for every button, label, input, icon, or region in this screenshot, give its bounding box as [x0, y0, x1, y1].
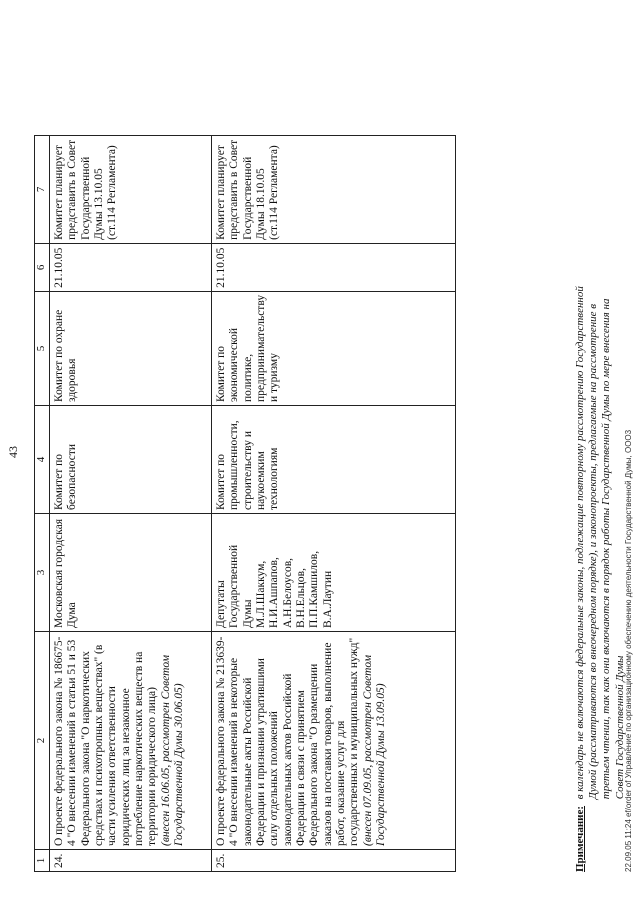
initiator-cell: Депутаты Государственной Думы М.Л.Шаккум, Н.И.Ашпапов, А.Н.Белоусов, В.Н.Ельцов, П.П.Камшилов, В.А.Лаутин — [212, 514, 456, 632]
table-row — [212, 135, 456, 871]
column-header: 4 — [35, 406, 50, 514]
main-committee-cell: Комитет по безопасности — [50, 406, 212, 514]
bill-status: (внесен 07.09.05, рассмотрен Советом Государственной Думы 13.09.05) — [361, 654, 387, 846]
table-header-row — [35, 135, 50, 871]
column-header: 1 — [35, 850, 50, 872]
column-header: 2 — [35, 632, 50, 850]
bill-title: О проекте федерального закона № 213639-4 "О внесении изменений в некоторые законодательные акты Российской Федерации и признании утратившими силу отдельных положений законодательных актов Российской Федерации в связи с принятием Федерального закона "О размещении заказов на поставки товаров, выполнение работ, оказание услуг для государственных и муниципальных нужд" — [215, 636, 361, 846]
footnote — [574, 22, 627, 872]
note-cell: Комитет планирует представить в Совет Государственной Думы 18.10.05 (ст.114 Регламента) — [212, 135, 456, 243]
column-header: 6 — [35, 243, 50, 291]
footnote-label: Примечание: — [574, 805, 586, 872]
agenda-table — [34, 135, 456, 872]
co-committee-cell: Комитет по экономической политике, предпринимательству и туризму — [212, 291, 456, 405]
column-header: 3 — [35, 514, 50, 632]
row-number: 25. — [212, 850, 456, 872]
footnote-text: в календарь не включаются федеральные законы, подлежащие повторному рассмотрению Государственной Думой (рассматриваются во внеочередном порядке), и законопроекты, предлагаемые на рассмотрение в третьем чтении, так как они включаются в порядок работы Государственной Думы по мере внесения на Совет Государственной Думы — [574, 286, 626, 800]
date-cell: 21.10.05 — [212, 243, 456, 291]
bill-cell — [50, 632, 212, 850]
row-number: 24. — [50, 850, 212, 872]
page-number: 43 — [6, 446, 20, 458]
main-committee-cell: Комитет по промышленности, строительству и наукоемким технологиям — [212, 406, 456, 514]
print-footer: 22.09.05 11:24 ef/order of Управление по организационному обеспечению деятельности Государственной Думы, ООО3 — [624, 429, 633, 872]
column-header: 5 — [35, 291, 50, 405]
bill-title: О проекте федерального закона № 186675-4 "О внесении изменений в статьи 51 и 53 Федерального закона "О наркотических средствах и психотропных веществах" (в части усиления ответственности юридических лиц за незаконное потребление наркотических веществ на территории юридического лица) — [53, 636, 159, 846]
bill-cell — [212, 632, 456, 850]
initiator-cell: Московская городская Дума — [50, 514, 212, 632]
date-cell: 21.10.05 — [50, 243, 212, 291]
table-row — [50, 135, 212, 871]
column-header: 7 — [35, 135, 50, 243]
bill-status: (внесен 16.06.05, рассмотрен Советом Государственной Думы 30.06.05) — [159, 654, 185, 846]
co-committee-cell: Комитет по охране здоровья — [50, 291, 212, 405]
note-cell: Комитет планирует представить в Совет Государственной Думы 13.10.05 (ст.114 Регламента) — [50, 135, 212, 243]
